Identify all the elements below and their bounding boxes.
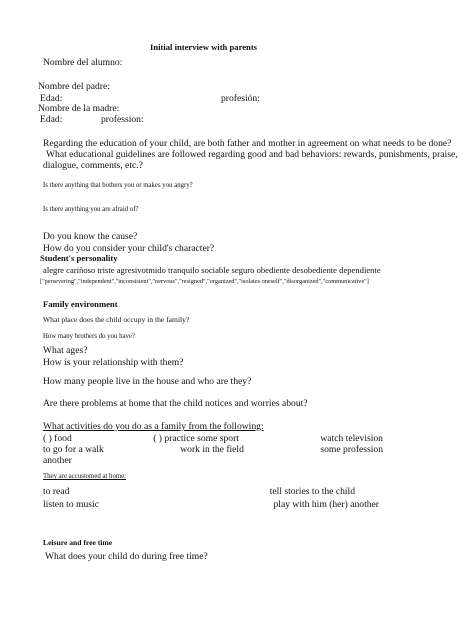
activity-field: work in the field	[180, 444, 244, 455]
activity-another: another	[43, 455, 72, 466]
question-agreement: Regarding the education of your child, are both father and mother in agreement on what needs to be done?	[43, 138, 452, 149]
question-relationship: How is your relationship with them?	[43, 357, 184, 368]
mother-age-label: Edad:	[40, 114, 63, 125]
document-title: Initial interview with parents	[150, 42, 258, 52]
activity-television: watch television	[320, 433, 383, 444]
question-problems: Are there problems at home that the child notices and worries about?	[43, 398, 308, 409]
mother-name-label: Nombre de la madre:	[38, 103, 120, 114]
accustomed-read: to read	[43, 486, 70, 497]
activity-food: ( ) food	[43, 433, 72, 444]
accustomed-play: play with him (her) another	[273, 499, 379, 510]
question-guidelines-line1: What educational guidelines are followed regarding good and bad behaviors: rewards, punishments, praise,	[46, 149, 458, 160]
accustomed-row	[43, 499, 379, 510]
question-place: What place does the child occupy in the family?	[43, 315, 190, 324]
father-age-label: Edad:	[40, 93, 63, 104]
question-afraid: Is there anything you are afraid of?	[43, 206, 139, 213]
question-character: How do you consider your child's character?	[43, 243, 215, 254]
activity-sport: ( ) practice some sport	[153, 433, 239, 444]
father-name-label: Nombre del padre:	[38, 81, 110, 92]
leisure-heading: Leisure and free time	[43, 538, 113, 547]
personality-english-list: ["persevering","independent","inconsistent","nervous","resigned","organized","isolates oneself","disorganized","communicative"]	[40, 278, 369, 285]
activity-walk: to go for a walk	[43, 444, 104, 455]
question-cause: Do you know the cause?	[43, 231, 138, 242]
personality-heading: Student's personality	[40, 253, 118, 263]
activity-profession: some profession	[320, 444, 383, 455]
accustomed-heading: They are accustomed at home:	[43, 473, 127, 480]
accustomed-row	[43, 486, 355, 497]
question-ages: What ages?	[43, 345, 88, 356]
family-environment-heading: Family environment	[43, 299, 118, 309]
activities-heading: What activities do you do as a family from the following:	[43, 421, 264, 432]
question-guidelines-line2: dialogue, comments, etc.?	[43, 160, 143, 171]
mother-profession-label: profession:	[101, 114, 144, 125]
question-people: How many people live in the house and who are they?	[43, 376, 252, 387]
accustomed-music: listen to music	[43, 499, 99, 510]
accustomed-stories: tell stories to the child	[269, 486, 355, 497]
activities-row	[43, 433, 383, 444]
activities-row	[43, 444, 383, 455]
question-brothers: How many brothers do you have?	[43, 333, 135, 340]
father-profession-label: profesión:	[221, 93, 260, 104]
question-freetime: What does your child do during free time?	[45, 551, 208, 562]
personality-spanish-list: alegre cariñoso triste agresivotmido tranquilo sociable seguro obediente desobediente dependiente	[43, 265, 381, 275]
student-name-label: Nombre del alumno:	[43, 57, 123, 68]
question-bothers: Is there anything that bothers you or makes you angry?	[43, 182, 193, 189]
